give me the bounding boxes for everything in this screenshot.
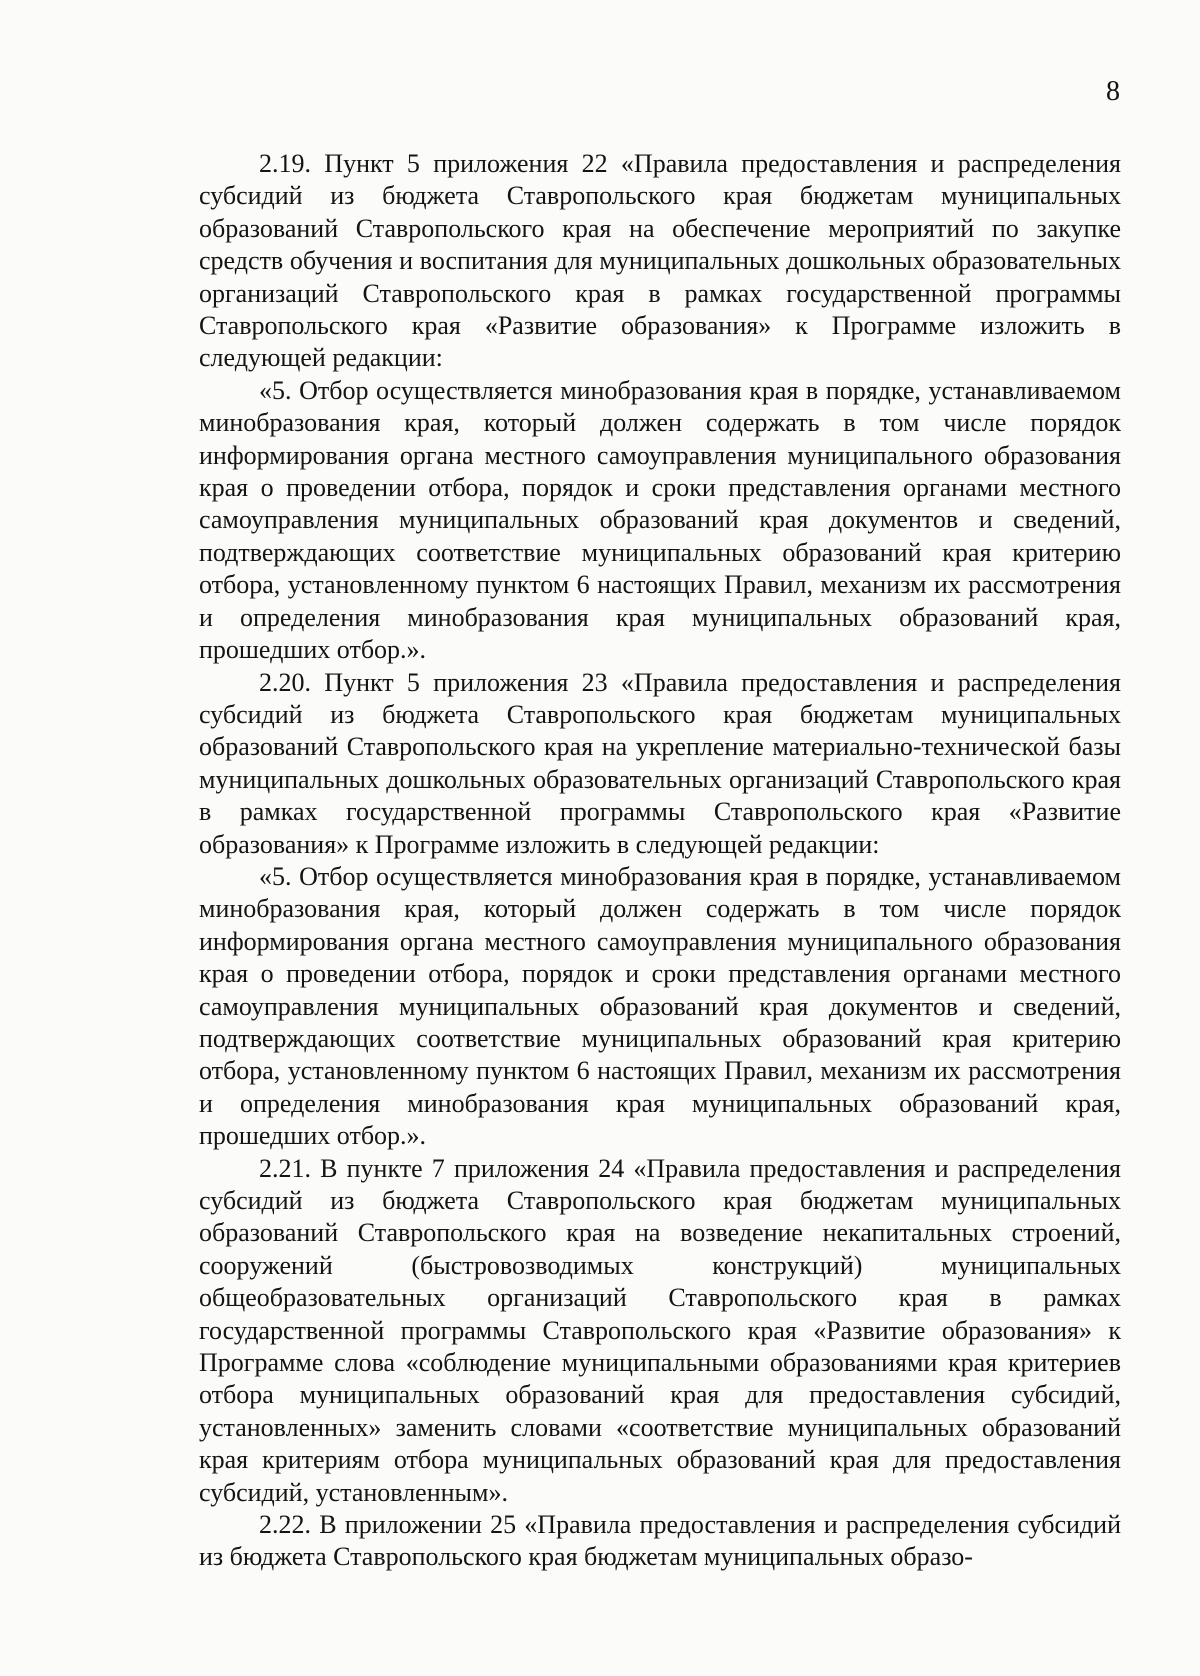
paragraph-2-20-quote: «5. Отбор осуществляется минобразования края в порядке, устанавливаемом минобразования края, который должен содержать в том числе порядок информирования органа местного самоуправления муниципального образования края о проведении отбора, порядок и сроки представления органами местного самоуправления муниципальных образований края документов и сведений, подтверждающих соответствие муниципальных образований края критерию отбора, установленному пунктом 6 настоящих Правил, механизм их рассмотрения и определения минобразования края муниципальных образований края, прошедших отбор.». bbox=[199, 861, 1121, 1151]
page-number: 8 bbox=[1106, 76, 1120, 107]
paragraph-2-21: 2.21. В пункте 7 приложения 24 «Правила предоставления и распределения субсидий из бюджета Ставропольского края бюджетам муниципальных образований Ставропольского края на возведение некапитальных строений, сооружений (быстровозводимых конструкций) муниципальных общеобразовательных организаций Ставропольского края в рамках государственной программы Ставропольского края «Развитие образования» к Программе слова «соблюдение муниципальными образованиями края критериев отбора муниципальных образований края для предоставления субсидий, установленных» заменить словами «соответствие муниципальных образований края критериям отбора муниципальных образований края для предоставления субсидий, установленным». bbox=[199, 1153, 1121, 1507]
paragraph-2-19: 2.19. Пункт 5 приложения 22 «Правила предоставления и распределения субсидий из бюджета Ставропольского края бюджетам муниципальных образований Ставропольского края на обеспечение мероприятий по закупке средств обучения и воспитания для муниципальных дошкольных образовательных организаций Ставропольского края в рамках государственной программы Ставропольского края «Развитие образования» к Программе изложить в следующей редакции: bbox=[199, 149, 1121, 373]
paragraph-2-19-quote: «5. Отбор осуществляется минобразования края в порядке, устанавливаемом минобразования края, который должен содержать в том числе порядок информирования органа местного самоуправления муниципального образования края о проведении отбора, порядок и сроки представления органами местного самоуправления муниципальных образований края документов и сведений, подтверждающих соответствие муниципальных образований края критерию отбора, установленному пунктом 6 настоящих Правил, механизм их рассмотрения и определения минобразования края муниципальных образований края, прошедших отбор.». bbox=[199, 375, 1121, 665]
document-body bbox=[199, 148, 1121, 1574]
paragraph-2-22: 2.22. В приложении 25 «Правила предоставления и распределения субсидий из бюджета Ставропольского края бюджетам муниципальных образо- bbox=[199, 1510, 1121, 1572]
paragraph-2-20: 2.20. Пункт 5 приложения 23 «Правила предоставления и распределения субсидий из бюджета Ставропольского края бюджетам муниципальных образований Ставропольского края на укрепление материально-технической базы муниципальных дошкольных образовательных организаций Ставропольского края в рамках государственной программы Ставропольского края «Развитие образования» к Программе изложить в следующей редакции: bbox=[199, 667, 1121, 859]
